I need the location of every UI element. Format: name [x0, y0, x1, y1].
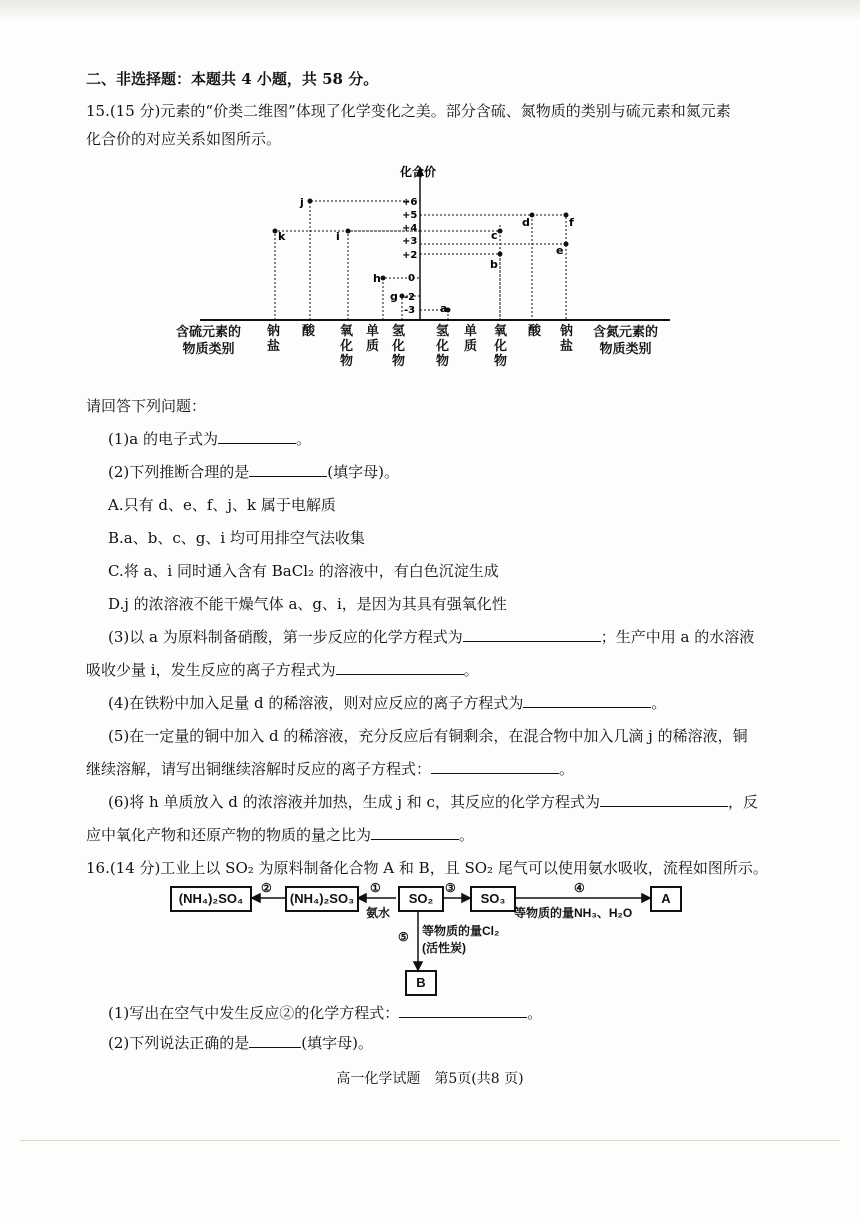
q15-stem-line2: 化合价的对应关系如图所示。 — [86, 130, 282, 148]
q15-part6-line2: 应中氧化产物和还原产物的物质的量之比为 。 — [86, 826, 475, 844]
scan-bottom-line — [20, 1140, 840, 1141]
label-e: e — [556, 244, 564, 257]
q16-part2: (2)下列说法正确的是 (填字母)。 — [108, 1034, 373, 1052]
box-so3: SO₃ — [470, 886, 516, 912]
tick-m3: -3 — [404, 305, 416, 316]
box-ammonium-sulfite: (NH₄)₂SO₃ — [285, 886, 359, 912]
q16-part1: (1)写出在空气中发生反应②的化学方程式： 。 — [108, 1004, 543, 1022]
reagent-5a-label: 等物质的量Cl₂ — [422, 924, 500, 938]
answer-blank-6b[interactable] — [371, 825, 459, 840]
option-c: C.将 a、i 同时通入含有 BaCl₂ 的溶液中，有白色沉淀生成 — [108, 562, 499, 580]
box-ammonium-sulfate: (NH₄)₂SO₄ — [170, 886, 252, 912]
q15-part3-line2: 吸收少量 i，发生反应的离子方程式为 。 — [86, 661, 479, 679]
reagent-4-label: 等物质的量NH₃、H₂O — [514, 906, 633, 920]
q15-part6-line1: (6)将 h 单质放入 d 的浓溶液并加热，生成 j 和 c，其反应的化学方程式为 ，反 — [108, 793, 758, 811]
label-b: b — [490, 258, 498, 271]
cat-oxide-s: 氧化物 — [340, 324, 354, 369]
label-f: f — [569, 216, 574, 229]
section-heading: 二、非选择题：本题共 4 小题，共 58 分。 — [86, 70, 379, 88]
answer-blank-4[interactable] — [523, 693, 651, 708]
sulfur-axis-label: 含硫元素的 物质类别 — [176, 325, 242, 357]
point-labels — [278, 196, 574, 315]
tick-m2: -2 — [404, 292, 416, 303]
label-i: i — [336, 230, 340, 243]
box-b: B — [405, 970, 437, 996]
label-c: c — [491, 229, 498, 242]
q15-part1: (1)a 的电子式为 。 — [108, 430, 311, 448]
tick-p5: +5 — [402, 210, 418, 221]
cat-sodium-salt-n: 钠盐 — [560, 324, 574, 354]
point-b — [498, 252, 503, 257]
cat-element-s: 单质 — [366, 324, 380, 354]
q16-stem: 16.(14 分)工业上以 SO₂ 为原料制备化合物 A 和 B，且 SO₂ 尾气可以使用氨水吸收，流程如图所示。 — [86, 859, 768, 877]
step-4-label: ④ — [574, 881, 585, 895]
point-h — [381, 276, 386, 281]
point-c — [498, 229, 503, 234]
step-2-label: ② — [261, 881, 272, 895]
q15-part5-line1: (5)在一定量的铜中加入 d 的稀溶液，充分反应后有铜剩余，在混合物中加入几滴 j 的稀溶液，铜 — [108, 727, 748, 745]
scan-top-edge — [0, 0, 860, 22]
ammonia-label: 氨水 — [366, 906, 391, 920]
answer-blank-3a[interactable] — [463, 627, 601, 642]
answer-blank-2[interactable] — [249, 462, 327, 477]
label-d: d — [522, 216, 530, 229]
label-j: j — [300, 196, 304, 209]
step-5-label: ⑤ — [398, 930, 409, 944]
point-j — [308, 199, 313, 204]
step-1-label: ① — [370, 881, 381, 895]
q15-part4: (4)在铁粉中加入足量 d 的稀溶液，则对应反应的离子方程式为 。 — [108, 694, 667, 712]
y-ticks — [402, 197, 417, 316]
cat-sodium-salt-s: 钠盐 — [267, 324, 281, 354]
q15-part5-line2: 继续溶解，请写出铜继续溶解时反应的离子方程式： 。 — [86, 760, 575, 778]
answer-blank-16-1[interactable] — [399, 1003, 527, 1018]
answer-blank-16-2[interactable] — [249, 1033, 301, 1048]
tick-0: 0 — [408, 273, 415, 284]
answer-blank-1[interactable] — [218, 429, 296, 444]
box-a: A — [650, 886, 682, 912]
q15-part2: (2)下列推断合理的是 (填字母)。 — [108, 463, 399, 481]
option-b: B.a、b、c、g、i 均可用排空气法收集 — [108, 529, 365, 547]
answer-blank-5[interactable] — [431, 759, 559, 774]
cat-hydride-s: 氢化物 — [392, 324, 406, 369]
cat-element-n: 单质 — [464, 324, 478, 354]
option-a: A.只有 d、e、f、j、k 属于电解质 — [108, 496, 336, 514]
point-d — [530, 213, 535, 218]
point-e — [564, 242, 569, 247]
q15-stem-line1: 15.(15 分)元素的“价类二维图”体现了化学变化之美。部分含硫、氮物质的类别与硫元素和氮元素 — [86, 102, 731, 120]
q15-part3-line1: (3)以 a 为原料制备硝酸，第一步反应的化学方程式为 ；生产中用 a 的水溶液 — [108, 628, 755, 646]
cat-hydride-n: 氢化物 — [436, 324, 450, 369]
tick-p2: +2 — [402, 250, 418, 261]
reagent-5b-label: (活性炭) — [422, 941, 466, 955]
point-f — [564, 213, 569, 218]
nitrogen-axis-label: 含氮元素的 物质类别 — [593, 325, 659, 357]
cat-acid-n: 酸 — [528, 324, 542, 339]
label-k: k — [278, 230, 286, 243]
label-h: h — [373, 272, 381, 285]
point-k — [273, 229, 278, 234]
answer-blank-3b[interactable] — [336, 660, 464, 675]
y-axis-title: 化合价 — [400, 165, 437, 179]
cat-oxide-n: 氧化物 — [494, 324, 508, 369]
point-i — [346, 229, 351, 234]
q15-prompt: 请回答下列问题： — [86, 397, 207, 415]
tick-p3: +3 — [402, 236, 418, 247]
point-g — [400, 294, 405, 299]
cat-acid-s: 酸 — [302, 324, 316, 339]
option-d: D.j 的浓溶液不能干燥气体 a、g、i，是因为其具有强氧化性 — [108, 595, 507, 613]
label-g: g — [390, 290, 398, 303]
tick-p4: +4 — [402, 223, 418, 234]
page-footer: 高一化学试题 第5页(共8 页) — [336, 1071, 524, 1087]
box-so2: SO₂ — [398, 886, 444, 912]
label-a: a — [440, 302, 448, 315]
tick-p6: +6 — [402, 197, 418, 208]
step-3-label: ③ — [445, 881, 456, 895]
answer-blank-6a[interactable] — [600, 792, 728, 807]
